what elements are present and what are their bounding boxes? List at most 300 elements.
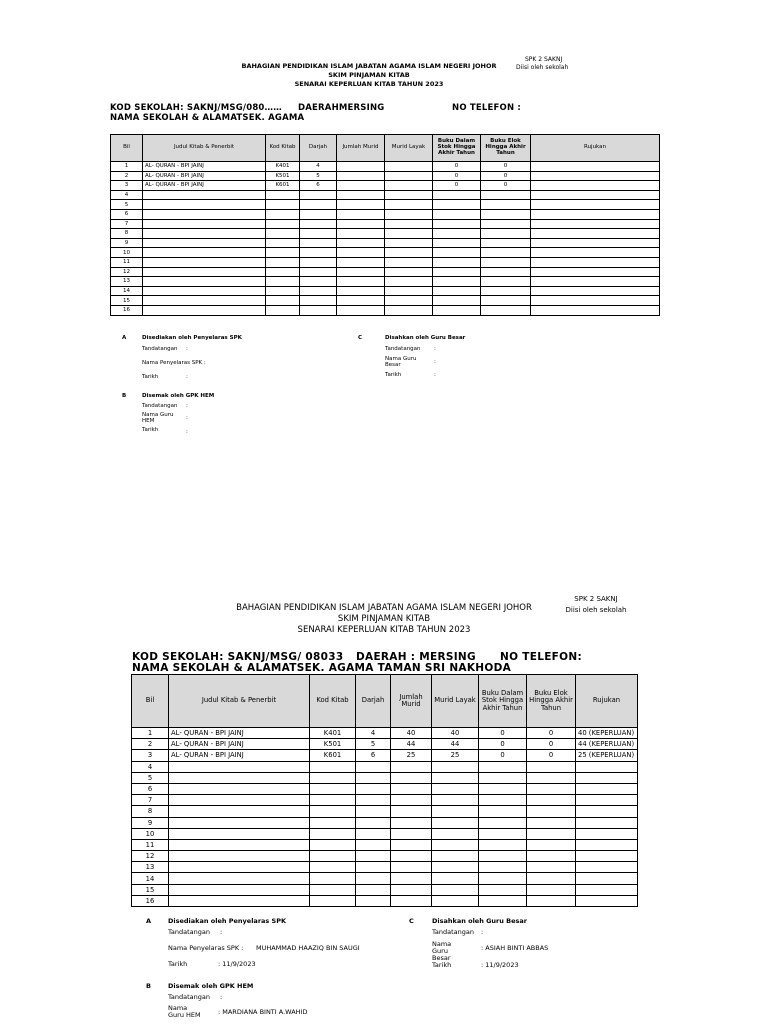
table-row <box>132 806 638 817</box>
cell-kod <box>266 257 300 267</box>
cell-stok <box>433 238 481 248</box>
sign-b-tarikh-value: : <box>186 429 188 435</box>
cell-elok <box>527 828 576 839</box>
cell-judul <box>143 238 266 248</box>
col-header-rujukan: Rujukan <box>576 675 638 728</box>
district: DAERAH : MERSING <box>356 651 476 663</box>
cell-darjah <box>300 238 337 248</box>
cell-stok <box>433 286 481 296</box>
sign-b-nama-label: Nama Guru HEM <box>168 1004 201 1019</box>
cell-kod <box>266 296 300 306</box>
cell-layak <box>385 171 433 181</box>
sign-b-letter: B <box>146 982 151 990</box>
cell-kod <box>310 772 356 783</box>
cell-elok: 0 <box>527 750 576 761</box>
cell-elok <box>527 895 576 906</box>
cell-jumlah <box>337 209 385 219</box>
form-code: SPK 2 SAKNJ <box>574 595 618 603</box>
cell-jumlah <box>391 783 432 794</box>
cell-stok <box>479 839 527 850</box>
cell-rujukan <box>531 248 660 258</box>
cell-jumlah <box>337 229 385 239</box>
header-line-scheme: SKIM PINJAMAN KITAB <box>337 614 431 624</box>
table-row <box>132 862 638 873</box>
header-line-list: SENARAI KEPERLUAN KITAB TAHUN 2023 <box>297 625 471 635</box>
cell-elok <box>481 219 531 229</box>
cell-kod <box>266 229 300 239</box>
cell-elok: 0 <box>527 739 576 750</box>
cell-jumlah <box>337 305 385 315</box>
cell-bil: 5 <box>111 200 143 210</box>
col-header-jumlah: Jumlah Murid <box>337 135 385 162</box>
cell-elok: 0 <box>527 728 576 739</box>
form-code-block <box>556 594 636 616</box>
sign-c-nama-label: Nama Guru Besar <box>385 356 417 368</box>
cell-elok: 0 <box>481 171 531 181</box>
cell-stok: 0 <box>479 750 527 761</box>
cell-layak <box>385 277 433 287</box>
cell-rujukan <box>576 895 638 906</box>
cell-judul <box>169 851 310 862</box>
cell-kod <box>310 806 356 817</box>
cell-stok <box>479 862 527 873</box>
cell-kod <box>310 884 356 895</box>
cell-jumlah <box>391 828 432 839</box>
cell-stok <box>433 257 481 267</box>
cell-stok <box>479 817 527 828</box>
cell-rujukan <box>531 190 660 200</box>
cell-stok <box>433 219 481 229</box>
table-row <box>132 795 638 806</box>
cell-jumlah <box>337 238 385 248</box>
sign-b-nama-value: : MARDIANA BINTI A.WAHID <box>218 1008 308 1016</box>
table-row <box>132 828 638 839</box>
sign-a-letter: A <box>122 335 127 341</box>
cell-darjah <box>300 286 337 296</box>
district: DAERAHMERSING <box>298 103 385 113</box>
cell-kod <box>266 238 300 248</box>
sign-b-title: Disemak oleh GPK HEM <box>168 982 254 990</box>
cell-rujukan <box>531 257 660 267</box>
cell-judul: AL- QURAN - BPI JAINJ <box>143 162 266 172</box>
table-row <box>132 750 638 761</box>
cell-elok <box>481 229 531 239</box>
cell-kod <box>266 200 300 210</box>
cell-rujukan <box>576 828 638 839</box>
cell-kod <box>310 783 356 794</box>
cell-darjah <box>356 851 391 862</box>
cell-darjah <box>356 806 391 817</box>
sign-block-c <box>409 917 629 973</box>
table-row <box>111 181 660 191</box>
table-header-row <box>132 675 638 728</box>
table-row <box>111 267 660 277</box>
cell-judul <box>143 277 266 287</box>
sign-b-nama-value: : <box>186 415 188 421</box>
col-header-layak: Murid Layak <box>432 675 479 728</box>
cell-judul <box>169 895 310 906</box>
cell-darjah: 4 <box>356 728 391 739</box>
cell-bil: 16 <box>111 305 143 315</box>
table-row <box>111 277 660 287</box>
book-table <box>110 134 660 316</box>
cell-jumlah <box>337 296 385 306</box>
cell-stok: 0 <box>433 171 481 181</box>
cell-kod <box>310 828 356 839</box>
cell-rujukan <box>531 200 660 210</box>
sign-c-nama-label: Nama Guru Besar <box>432 940 452 962</box>
cell-layak <box>432 862 479 873</box>
cell-judul <box>169 795 310 806</box>
sign-a-nama-label: Nama Penyelaras SPK : <box>142 360 206 366</box>
cell-layak: 40 <box>432 728 479 739</box>
cell-layak <box>432 795 479 806</box>
cell-bil: 15 <box>111 296 143 306</box>
cell-judul <box>143 248 266 258</box>
sign-a-tandatangan-label: Tandatangan <box>168 928 210 936</box>
cell-kod <box>266 248 300 258</box>
col-header-jumlah: Jumlah Murid <box>391 675 432 728</box>
table-body <box>132 728 638 907</box>
cell-stok <box>479 761 527 772</box>
cell-jumlah <box>337 286 385 296</box>
table-row <box>111 219 660 229</box>
cell-stok <box>433 296 481 306</box>
cell-jumlah <box>391 806 432 817</box>
table-row <box>111 305 660 315</box>
school-name: NAMA SEKOLAH & ALAMATSEK. AGAMA <box>110 113 305 123</box>
cell-kod <box>266 305 300 315</box>
cell-jumlah <box>391 817 432 828</box>
cell-rujukan <box>576 884 638 895</box>
cell-kod <box>310 851 356 862</box>
cell-bil: 14 <box>111 286 143 296</box>
cell-judul <box>169 783 310 794</box>
col-header-stok: Buku Dalam Stok Hingga Akhir Tahun <box>433 135 481 162</box>
cell-elok <box>527 862 576 873</box>
table-row <box>111 296 660 306</box>
cell-darjah <box>356 817 391 828</box>
cell-layak <box>385 190 433 200</box>
sign-a-tandatangan-value: : <box>220 928 223 936</box>
table-row <box>111 248 660 258</box>
cell-stok <box>433 277 481 287</box>
sign-a-tarikh-value: : <box>186 374 188 380</box>
cell-darjah <box>356 873 391 884</box>
cell-jumlah <box>391 851 432 862</box>
col-header-stok: Buku Dalam Stok Hingga Akhir Tahun <box>479 675 527 728</box>
cell-darjah <box>356 895 391 906</box>
cell-jumlah <box>337 257 385 267</box>
table-row <box>132 817 638 828</box>
sign-c-tandatangan-value: : <box>481 928 484 936</box>
cell-judul <box>169 884 310 895</box>
cell-darjah: 4 <box>300 162 337 172</box>
sign-c-tarikh-value: : <box>434 372 436 378</box>
cell-darjah <box>356 884 391 895</box>
cell-elok <box>481 286 531 296</box>
cell-jumlah: 40 <box>391 728 432 739</box>
cell-bil: 13 <box>132 862 169 873</box>
cell-jumlah <box>391 884 432 895</box>
cell-stok: 0 <box>433 162 481 172</box>
cell-stok <box>479 851 527 862</box>
cell-stok <box>433 248 481 258</box>
cell-rujukan: 40 (KEPERLUAN) <box>576 728 638 739</box>
cell-bil: 6 <box>111 209 143 219</box>
cell-layak <box>432 828 479 839</box>
cell-rujukan <box>576 761 638 772</box>
cell-jumlah <box>337 190 385 200</box>
cell-kod <box>266 277 300 287</box>
cell-layak <box>385 162 433 172</box>
sign-a-title: Disediakan oleh Penyelaras SPK <box>168 917 287 925</box>
table-row <box>111 190 660 200</box>
cell-darjah <box>300 257 337 267</box>
table-row <box>132 839 638 850</box>
header-line-list: SENARAI KEPERLUAN KITAB TAHUN 2023 <box>294 80 444 88</box>
cell-kod <box>266 286 300 296</box>
cell-elok <box>481 267 531 277</box>
cell-elok <box>481 277 531 287</box>
cell-bil: 16 <box>132 895 169 906</box>
book-table <box>131 674 638 907</box>
cell-stok: 0 <box>479 728 527 739</box>
cell-darjah: 6 <box>300 181 337 191</box>
cell-stok <box>479 795 527 806</box>
form-header <box>214 62 524 89</box>
sign-c-title: Disahkan oleh Guru Besar <box>432 917 527 925</box>
cell-kod <box>266 219 300 229</box>
cell-layak <box>385 229 433 239</box>
cell-darjah <box>300 209 337 219</box>
col-header-kod: Kod Kitab <box>266 135 300 162</box>
cell-kod <box>266 190 300 200</box>
cell-judul: AL- QURAN - BPI JAINJ <box>169 739 310 750</box>
col-header-darjah: Darjah <box>300 135 337 162</box>
sign-a-tarikh-label: Tarikh <box>142 374 159 380</box>
cell-stok <box>479 783 527 794</box>
cell-judul <box>143 229 266 239</box>
cell-bil: 3 <box>111 181 143 191</box>
sign-a-nama-label: Nama Penyelaras SPK : <box>168 944 244 952</box>
cell-kod: K501 <box>310 739 356 750</box>
cell-darjah <box>356 795 391 806</box>
sign-b-tandatangan-label: Tandatangan <box>168 993 210 1001</box>
cell-bil: 15 <box>132 884 169 895</box>
cell-judul <box>143 296 266 306</box>
cell-jumlah <box>391 895 432 906</box>
cell-elok <box>527 851 576 862</box>
cell-kod <box>310 895 356 906</box>
cell-stok <box>479 895 527 906</box>
cell-layak <box>432 851 479 862</box>
cell-judul <box>169 817 310 828</box>
table-row <box>132 873 638 884</box>
cell-bil: 11 <box>132 839 169 850</box>
cell-kod <box>266 267 300 277</box>
cell-kod <box>266 209 300 219</box>
cell-layak <box>385 286 433 296</box>
cell-layak <box>385 296 433 306</box>
cell-elok <box>481 209 531 219</box>
cell-bil: 10 <box>111 248 143 258</box>
cell-elok: 0 <box>481 181 531 191</box>
cell-layak <box>385 305 433 315</box>
cell-bil: 9 <box>132 817 169 828</box>
cell-rujukan <box>531 171 660 181</box>
cell-rujukan <box>576 839 638 850</box>
cell-elok: 0 <box>481 162 531 172</box>
sign-c-tandatangan-value: : <box>434 346 436 352</box>
cell-bil: 2 <box>111 171 143 181</box>
cell-layak <box>432 806 479 817</box>
cell-bil: 6 <box>132 783 169 794</box>
cell-layak <box>432 817 479 828</box>
cell-layak: 25 <box>432 750 479 761</box>
cell-bil: 11 <box>111 257 143 267</box>
table-row <box>111 209 660 219</box>
cell-darjah <box>356 772 391 783</box>
cell-jumlah <box>337 219 385 229</box>
sign-c-nama-value: : ASIAH BINTI ABBAS <box>481 944 549 952</box>
sign-c-tandatangan-label: Tandatangan <box>432 928 474 936</box>
sign-b-nama-label: Nama Guru HEM <box>142 412 174 424</box>
sign-c-tarikh-label: Tarikh <box>432 961 452 969</box>
cell-bil: 8 <box>132 806 169 817</box>
school-code: KOD SEKOLAH: SAKNJ/MSG/080…… <box>110 103 282 113</box>
cell-stok <box>433 209 481 219</box>
cell-judul <box>143 267 266 277</box>
col-header-elok: Buku Elok Hingga Akhir Tahun <box>481 135 531 162</box>
cell-layak <box>432 761 479 772</box>
cell-kod: K401 <box>266 162 300 172</box>
table-row <box>132 772 638 783</box>
cell-jumlah <box>337 171 385 181</box>
cell-darjah <box>300 200 337 210</box>
cell-jumlah <box>337 277 385 287</box>
table-row <box>132 783 638 794</box>
cell-layak <box>385 200 433 210</box>
cell-bil: 3 <box>132 750 169 761</box>
cell-kod <box>310 761 356 772</box>
table-row <box>111 229 660 239</box>
cell-judul <box>169 828 310 839</box>
school-name: NAMA SEKOLAH & ALAMATSEK. AGAMA TAMAN SRI NAKHODA <box>132 662 512 674</box>
cell-rujukan <box>576 862 638 873</box>
cell-elok <box>481 248 531 258</box>
cell-rujukan <box>531 238 660 248</box>
cell-stok: 0 <box>433 181 481 191</box>
cell-jumlah <box>391 839 432 850</box>
cell-layak <box>385 238 433 248</box>
cell-jumlah <box>391 862 432 873</box>
cell-bil: 12 <box>132 851 169 862</box>
cell-judul <box>143 209 266 219</box>
cell-elok <box>481 190 531 200</box>
col-header-bil: Bil <box>132 675 169 728</box>
cell-darjah <box>300 248 337 258</box>
cell-bil: 7 <box>111 219 143 229</box>
cell-rujukan <box>576 806 638 817</box>
cell-darjah <box>356 761 391 772</box>
cell-rujukan <box>531 267 660 277</box>
cell-layak <box>432 772 479 783</box>
col-header-kod: Kod Kitab <box>310 675 356 728</box>
cell-rujukan <box>531 277 660 287</box>
cell-kod <box>310 862 356 873</box>
table-row <box>111 171 660 181</box>
cell-darjah <box>300 190 337 200</box>
cell-bil: 4 <box>132 761 169 772</box>
form-code-block <box>516 56 596 72</box>
cell-judul <box>143 190 266 200</box>
table-header-row <box>111 135 660 162</box>
cell-jumlah: 44 <box>391 739 432 750</box>
form-note: Diisi oleh sekolah <box>565 606 627 614</box>
cell-judul: AL- QURAN - BPI JAINJ <box>169 728 310 739</box>
sign-c-tandatangan-label: Tandatangan <box>385 346 421 352</box>
cell-jumlah <box>337 181 385 191</box>
cell-elok <box>481 305 531 315</box>
sign-block-b <box>122 393 342 436</box>
cell-kod: K401 <box>310 728 356 739</box>
cell-kod: K501 <box>266 171 300 181</box>
table-row <box>111 257 660 267</box>
col-header-judul: Judul Kitab & Penerbit <box>169 675 310 728</box>
school-code: KOD SEKOLAH: SAKNJ/MSG/ 08033 <box>132 651 344 663</box>
form-code: SPK 2 SAKNJ <box>525 56 563 63</box>
cell-layak <box>385 257 433 267</box>
cell-stok <box>479 873 527 884</box>
header-line-agency: BAHAGIAN PENDIDIKAN ISLAM JABATAN AGAMA ISLAM NEGERI JOHOR <box>236 603 532 613</box>
form-note: Diisi oleh sekolah <box>516 64 569 71</box>
cell-rujukan <box>576 795 638 806</box>
cell-darjah: 5 <box>300 171 337 181</box>
sign-c-letter: C <box>358 335 363 341</box>
table-body <box>111 162 660 316</box>
cell-judul <box>143 257 266 267</box>
table-row <box>132 851 638 862</box>
cell-judul <box>143 305 266 315</box>
header-line-agency: BAHAGIAN PENDIDIKAN ISLAM JABATAN AGAMA ISLAM NEGERI JOHOR <box>241 62 497 70</box>
cell-elok <box>527 873 576 884</box>
cell-stok <box>479 772 527 783</box>
cell-darjah <box>356 839 391 850</box>
cell-judul <box>169 862 310 873</box>
sign-b-tandatangan-value: : <box>220 993 223 1001</box>
cell-bil: 12 <box>111 267 143 277</box>
cell-judul <box>169 761 310 772</box>
cell-jumlah <box>391 795 432 806</box>
table-row <box>132 739 638 750</box>
cell-rujukan <box>576 783 638 794</box>
cell-layak <box>385 181 433 191</box>
cell-judul <box>169 873 310 884</box>
cell-layak <box>385 219 433 229</box>
sign-b-tarikh-label: Tarikh <box>142 427 159 433</box>
cell-darjah: 5 <box>356 739 391 750</box>
cell-rujukan <box>531 305 660 315</box>
sign-block-c <box>358 335 558 381</box>
sign-c-letter: C <box>409 917 414 925</box>
cell-layak <box>385 209 433 219</box>
col-header-bil: Bil <box>111 135 143 162</box>
sign-block-a <box>146 917 396 972</box>
table-row <box>132 761 638 772</box>
table-row <box>132 728 638 739</box>
sign-c-title: Disahkan oleh Guru Besar <box>385 335 466 341</box>
